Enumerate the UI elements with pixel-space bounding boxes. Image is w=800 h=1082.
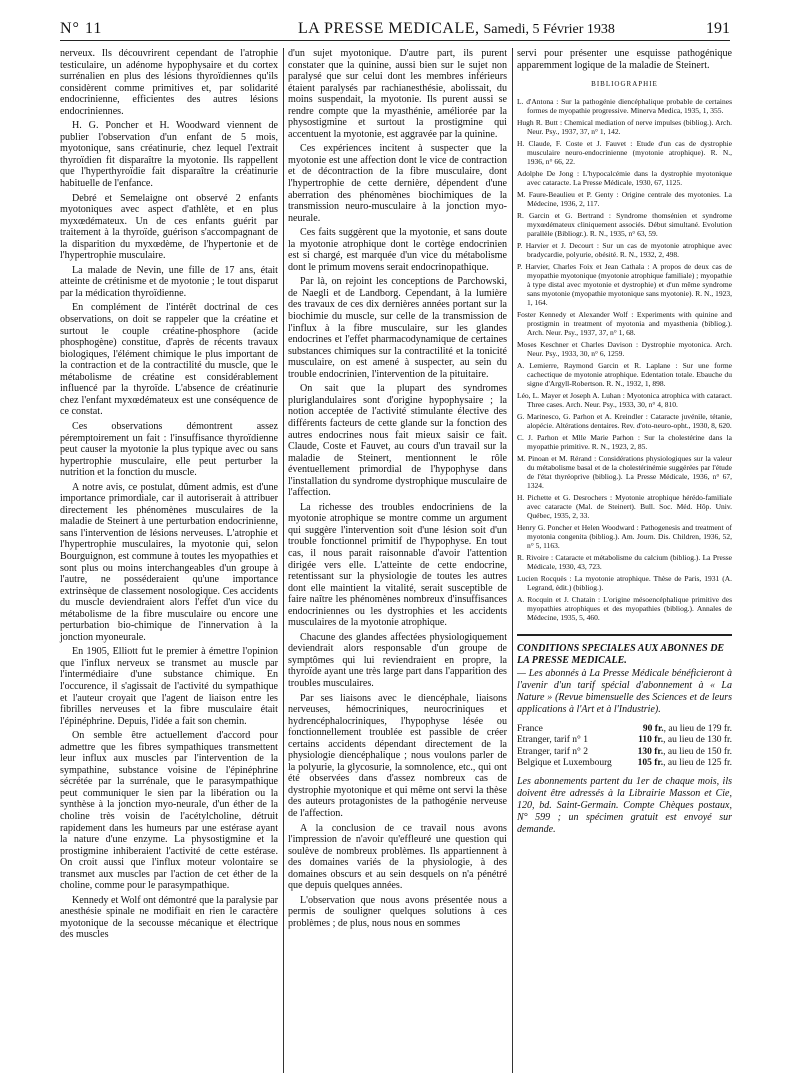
paragraph: Par ses liaisons avec le diencéphale, liaisons nerveuses, hémocriniques, neurocriniques et hydrencéphalocriniques, l'hypophyse lésée ou fonctionnellement troublée est passible de créer certains accidents dépendant directement de la physiologie diencéphalique ; nous voulons parler de la polyurie, la glycosurie, la somnolence, etc., qui ont été observées dans d'assez nombreux cas de dystrophie myotonique et qui même ont servi la thèse des auteurs protagonistes de la pathogénie nerveuse de l'affection. (288, 692, 507, 819)
tariff-label: Belgique et Luxembourg (517, 758, 612, 769)
bibliography-entry: Foster Kennedy et Alexander Wolf : Experiments with quinine and prostigmin in treatment of myotonia and myasthenia (bibliog.). Arch. Neur. Psy., 1937, 37, n° 1, 68. (517, 309, 732, 337)
tariff-value: 105 fr., au lieu de 125 fr. (637, 758, 732, 769)
tariff-compare: au lieu de 150 fr. (667, 746, 732, 757)
conditions-footer: Les abonnements partent du 1er de chaque mois, ils doivent être adressés à la Librairie Masson et Cie, 120, bd. Saint-Germain. Compte Chèques postaux, N° 599 ; un spécimen gratuit est envoyé sur demande. (517, 775, 732, 835)
page-number: 191 (706, 20, 730, 37)
article-column-1 (60, 48, 278, 941)
paragraph: Chacune des glandes affectées physiologiquement deviendrait alors responsable d'un groupe de symptômes qui lui reviendraient en propre, la thyroïde ayant une très large part dans l'apparition des troubles musculaires. (288, 631, 507, 689)
paragraph: On sait que la plupart des syndromes pluriglandulaires sont d'origine hypophysaire ; la notion acceptée de l'activité stimulante élective des différents facteurs de cette glande sur la fonction des autres endocrines nous fait mieux saisir ce fait. Claude, Coste et Fauvet, au cours d'un travail sur la maladie de Steinert, mentionnent le rôle éventuellement primordial de l'hypophyse dans l'installation du syndrome dystrophique musculaire de l'affection. (288, 383, 507, 499)
bibliography-entry: P. Harvier, Charles Foix et Jean Cathala : A propos de deux cas de myopathie myotonique (myotonie atrophique familiale) ; myopathie à type distal avec myotonie et dystrophie) et d'un même syndrome sans myotonie (myopathie myotonique sans myotonie). R. N., 1923, 1, 164. (517, 261, 732, 307)
tariff-row (517, 735, 732, 747)
bibliography-entry: R. Garcin et G. Bertrand : Syndrome thomsénien et syndrome myxœdémateux cliniquement associés. Début simultané. Evolution parallèle (Bibliogr.). R. N., 1935, n° 63, 59. (517, 210, 732, 238)
bibliography-entry: R. Rivoire : Cataracte et métabolisme du calcium (bibliog.). La Presse Médicale, 1930, 43, 723. (517, 552, 732, 571)
tariff-compare: au lieu de 125 fr. (667, 758, 732, 769)
paragraph: En complément de l'intérêt doctrinal de ces observations, on doit se rappeler que la créatine et surtout le couple créatine-phosphore (acide phosphogène) constitue, d'après de récents travaux biologiques, l'élément chimique le plus important de la contraction et de la contractilité du muscle, que le métabolisme de créatine est considérablement influencé par la thyroïde. L'absence de créatinurie chez l'enfant myxœdémateux est une conséquence de ce constat. (60, 302, 278, 418)
tariff-row (517, 758, 732, 770)
article-column-3 (517, 48, 732, 836)
paragraph: Ces expériences incitent à suspecter que la myotonie est une affection dont le vice de contraction et de décontraction de la fibre musculaire, dont l'hypertrophie de cette dernière, dépendent d'une aberration des phénomènes biochimiques de la transmission neuro-musculaire à la jonction myo-neurale. (288, 143, 507, 224)
bibliography-entry: A. Rocquin et J. Chatain : L'origine mésoencéphalique primitive des myopathies atrophiques et des myopathies (bibliog.). Annales de Médecine, 1935, 5, 460. (517, 594, 732, 622)
paragraph: A notre avis, ce postulat, dûment admis, est d'une importance primordiale, car il autoriserait à attribuer directement les phénomènes musculaires de la maladie de Steinert à une perturbation endocrinienne, sans l'intervention de lésions nerveuses. L'atrophie et l'hypertrophie musculaires, la myotonie qui, selon Bourguignon, est commune à toutes les myopathies et sont plus ou moins interchangeables d'un groupe à l'autre, ne posséderaient qu'une importance extrinsèque de classement nosologique. Ces accidents du muscle deviendraient alors l'effet d'un vice du métabolisme de la fibre musculaire ou encore une perturbation bio-chimique de l'innervation à la jonction myoneurale. (60, 481, 278, 643)
tariff-value: 110 fr., au lieu de 130 fr. (638, 735, 732, 746)
tariff-row (517, 724, 732, 736)
bibliography-heading: BIBLIOGRAPHIE (591, 80, 658, 89)
conditions-title: CONDITIONS SPECIALES AUX ABONNES DE LA PRESSE MEDICALE. (517, 642, 725, 666)
bibliography-entry: H. Claude, F. Coste et J. Fauvet : Etude d'un cas de dystrophie musculaire neuro-endocrinienne (myotonie atrophique). R. N., 1936, n° 66, 22. (517, 138, 732, 166)
paragraph: La richesse des troubles endocriniens de la myotonie atrophique se montre comme un argument qui suggère l'intervention soit d'une lésion soit d'un trouble fonctionnel primitif de l'hypophyse. En tout cas, il nous parait raisonnable d'avoir l'attention dirigée vers elle. L'atteinte de cette endocrine, retentissant sur la physiologie de toutes les autres dont elle maintient la vitalité, serait susceptible de faire naître les phénomènes nombreux d'insuffisances endocriniennes ou les dystrophies et les accidents musculaires de la myotonie atrophique. (288, 501, 507, 629)
paragraph: Ces faits suggèrent que la myotonie, et sans doute la myotonie atrophique dont le cortège endocrinien est si chargé, est marquée d'un vice du métabolisme dont le primum movens serait endocrinopathique. (288, 227, 507, 273)
tariff-label: France (517, 723, 543, 734)
conditions-body: — Les abonnés à La Presse Médicale bénéficieront à l'avenir d'un tarif spécial d'abonnement à « La Nature » (Revue bimensuelle des Sciences et de leurs applications à l'Art et à l'Industrie). (517, 667, 732, 715)
bibliography-entry: M. Pinoan et M. Rérand : Considérations physiologiques sur la valeur du métabolisme basal et de la cholestérinémie suggérées par l'étude de l'état thyréoprive (bibliog.). La Presse Médicale, 1936, n° 67, 1324. (517, 453, 732, 490)
journal-title: LA PRESSE MEDICALE, (298, 20, 480, 37)
tariff-price: 90 fr. (642, 723, 664, 734)
paragraph: Debré et Semelaigne ont observé 2 enfants myotoniques avec aspect d'athlète, et en plus myxœdémateux. Un de ces enfants guérit par traitement à la thyroïde, guérison s'accompagnant de la disparition du myxœdème, de l'hypertonie et de l'hypertrophie musculaire. (60, 192, 278, 262)
column-rule (512, 48, 513, 1073)
paragraph: La malade de Nevin, une fille de 17 ans, était atteinte de crétinisme et de myotonie ; le tout disparut par la médication thyroïdienne. (60, 264, 278, 299)
paragraph: nerveux. Ils découvrirent cependant de l'atrophie testiculaire, un adénome hypophysaire et du cortex surrénalien en plus des lésions thyroïdiennes qu'ils considèrent comme primitives et, par solidarité endocrinienne, efficientes des autres lésions endocriniennes. (60, 48, 278, 117)
bibliography-entry: G. Marinesco, G. Parhon et A. Kreindler : Cataracte juvénile, tétanie, alopécie. Altérations dentaires. Rev. d'oto-neuro-opht., 1930, 8, 620. (517, 411, 732, 430)
paragraph: On semble être actuellement d'accord pour admettre que les fibres sympathiques transmettent leur influx aux muscles par l'intervention de la sympathine, substance voisine de l'épinéphrine sécrétée par la surrénale, que le parasympathique peut communiquer le sien par la libération ou la synthèse à la jonction myo-neurale, d'un éther de la choline très voisin de l'acétylcholine, détruit rapidement dans les humeurs par une estérase ayant la nature d'une enzyme. La physostigmine et la prostigmine inhiberaient l'activité de cette estérase. On croit aussi que l'influx moteur volontaire se transmet aux muscles par l'action de cet éther de la choline, comme pour le parasympathique. (60, 730, 278, 892)
bibliography-entry: A. Lemierre, Raymond Garcin et R. Laplane : Sur une forme cachectique de myotonie atrophique. Edentation totale. Ebauche du signe d'Argyll-Robertson. R. N., 1932, 1, 898. (517, 360, 732, 388)
tariff-price: 105 fr. (637, 758, 664, 769)
bibliography-entry: Moses Keschner et Charles Davison : Dystrophie myotonica. Arch. Neur. Psy., 1933, 30, n° 6, 1259. (517, 339, 732, 358)
issue-number: N° 11 (60, 20, 103, 37)
tariff-price: 110 fr. (638, 735, 664, 746)
tariff-compare: au lieu de 130 fr. (667, 735, 732, 746)
bibliography-entry: Henry G. Poncher et Helen Woodward : Pathogenesis and treatment of myotonia congenita (bibliog.). Am. Journ. Dis. Children, 1936, 52, n° 5, 1163. (517, 522, 732, 550)
bibliography-entry: Lucien Rocquès : La myotonie atrophique. Thèse de Paris, 1931 (A. Legrand, édit.) (bibliog.). (517, 573, 732, 592)
bibliography-entry: Adolphe De Jong : L'hypocalcémie dans la dystrophie myotonique avec cataracte. La Presse Médicale, 1930, 67, 1125. (517, 168, 732, 187)
bibliography-entry: H. Pichette et G. Desrochers : Myotonie atrophique hérédo-familiale avec cataracte (Mal. de Steinert). Bull. Soc. Méd. Hôp. Univ. Québec, 1935, 2, 33. (517, 492, 732, 520)
tariff-value: 130 fr., au lieu de 150 fr. (637, 746, 732, 757)
paragraph: L'observation que nous avons présentée nous a permis de souligner quelques solutions à ces problèmes ; de plus, nous nous en sommes (288, 894, 507, 929)
tariff-row (517, 747, 732, 759)
article-column-2 (288, 48, 507, 929)
journal-header (298, 20, 615, 38)
paragraph: servi pour présenter une esquisse pathogénique apparemment logique de la maladie de Steinert. (517, 48, 732, 71)
paragraph: Kennedy et Wolf ont démontré que la paralysie par anesthésie spinale ne modifiait en rien le caractère myotonique de la secousse mécanique et électrique des muscles (60, 894, 278, 941)
tariff-label: Etranger, tarif n° 1 (517, 735, 588, 746)
bibliography-entry: Hugh R. Butt : Chemical mediation of nerve impulses (bibliog.). Arch. Neur. Psy., 1937, 37, n° 1, 142. (517, 117, 732, 136)
tariff-value: 90 fr., au lieu de 1?9 fr. (642, 723, 732, 734)
tariff-label: Etranger, tarif n° 2 (517, 746, 588, 757)
paragraph: En 1905, Elliott fut le premier à émettre l'opinion que l'influx nerveux se transmet au muscle par l'intermédiaire d'une substance chimique. En l'occurence, il s'agissait de l'activité du sympathique et l'auteur croyait que l'agent de liaison entre les fibrilles nerveuses et la fibre musculaire était l'épinéphrine. Depuis, l'idée a fait son chemin. (60, 646, 278, 727)
bibliography-list (517, 97, 732, 622)
paragraph: d'un sujet myotonique. D'autre part, ils purent constater que la quinine, aussi bien sur le sujet non paralysé que sur celui dont les membres inférieurs étaient paralysés par rachianesthésie, abolissait, du moins suspendait, la myotonie. Ils purent aussi se rendre compte que la myasthénie, améliorée par la physostigmine et surtout la prostigmine qui accentuent la myotonie, est aggravée par la quinine. (288, 48, 507, 140)
bibliography-entry: M. Faure-Beaulieu et P. Genty : Origine centrale des myotonies. La Médecine, 1936, 2, 117. (517, 189, 732, 208)
issue-date: Samedi, 5 Février 1938 (483, 22, 615, 37)
paragraph: H. G. Poncher et H. Woodward viennent de publier l'observation d'un enfant de 5 mois, myotonique, sans créatinurie, chez lequel l'extrait thyroïdien fit disparaître la myotonie. Ils rappellent que l'hyperthyroïdie fait disparaître la créatinurie habituelle de l'enfance. (60, 120, 278, 190)
page-header (60, 18, 730, 41)
tariff-compare: au lieu de 1?9 fr. (668, 723, 732, 734)
tariff-price: 130 fr. (637, 746, 664, 757)
paragraph: Ces observations démontrent assez péremptoirement un fait : l'insuffisance thyroïdienne peut causer la myotonie la plus typique avec ou sans hypertrophie musculaire, elle peut perturber la nutrition et la fonction du muscle. (60, 420, 278, 479)
column-rule (283, 48, 284, 1073)
bibliography-entry: P. Harvier et J. Decourt : Sur un cas de myotonie atrophique avec bradycardie, polyurie, obésité. R. N., 1932, 2, 498. (517, 240, 732, 259)
bibliography-entry: L. d'Antona : Sur la pathogénie diencéphalique probable de certaines formes de myopathie progressive. Minerva Medica, 1935, 1, 355. (517, 96, 732, 115)
paragraph: Par là, on rejoint les conceptions de Parchowski, de Naegli et de Landborg. Cependant, à la lumière des travaux de ces dix dernières années portant sur la biochimie du muscle, sur celle de la transmission de l'influx à la fibre musculaire, sur les glandes endocrines et l'effet pharmacodynamique de certaines substances chimiques sur la contractilité et la tonicité musculaire, on est amené à suspecter, au sein du trouble endocrinien, l'intervention de la pituitaire. (288, 276, 507, 380)
conditions-box (517, 634, 732, 836)
bibliography-entry: C. J. Parhon et Mlle Marie Parhon : Sur la cholestérine dans la myopathie primitive. R. N., 1923, 2, 85. (517, 432, 732, 451)
bibliography-entry: Léo, L. Mayer et Joseph A. Luhan : Myotonica atrophica with cataract. Three cases. Arch. Neur. Psy., 1933, 30, n° 4, 810. (517, 390, 732, 409)
tariff-list (517, 724, 732, 770)
paragraph: A la conclusion de ce travail nous avons l'impression de n'avoir qu'effleuré une question qui soulève de nombreux problèmes. Ils appartiennent à des domaines variés de la physiologie, à des domaines obscurs et au sein desquels on n'a pénétré que depuis quelques années. (288, 822, 507, 892)
